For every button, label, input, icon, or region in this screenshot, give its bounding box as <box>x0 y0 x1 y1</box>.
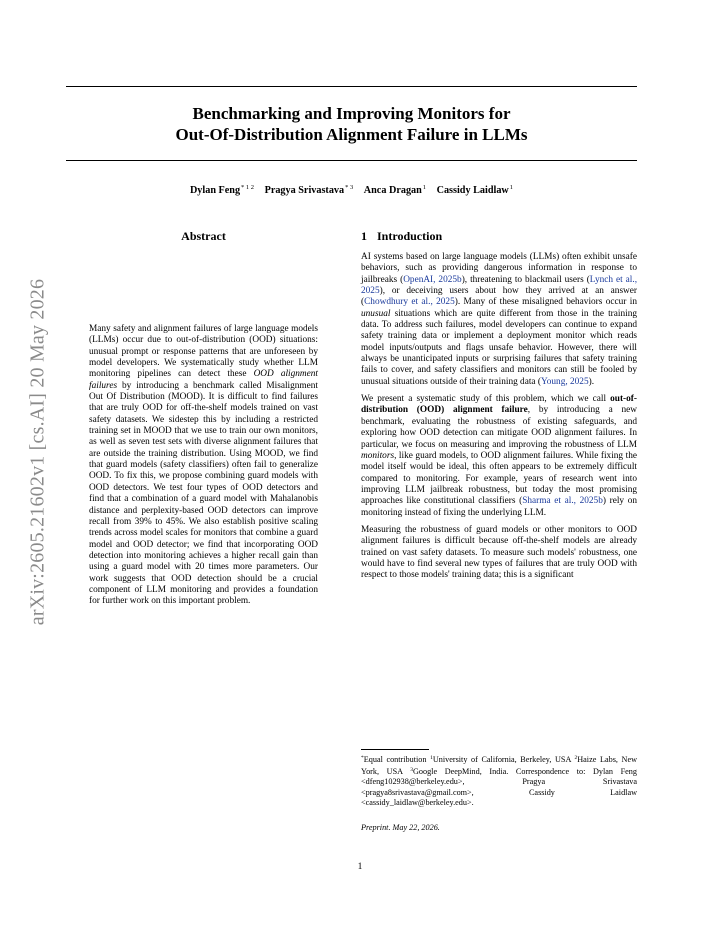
citation-link[interactable]: Young, 2025 <box>540 376 589 387</box>
title-top-rule <box>66 86 637 87</box>
paper-title <box>66 103 637 145</box>
introduction-body <box>361 252 637 588</box>
affiliation-footnote: *Equal contribution $^1$University of California, Berkeley, USA $^2$Haize Labs, New York, USA $^3$Google DeepMind, India. Correspondence to: Dylan Feng <dfeng102938@berkeley.edu>, Pragya Srivastava <pragya8srivastava@gmail.com>, Cassidy Laidlaw <cassidy_laidlaw@berkeley.edu>. <box>361 755 637 807</box>
title-bottom-rule <box>66 160 637 161</box>
author-list <box>66 184 637 196</box>
citation-link[interactable]: Chowdhury et al., 2025 <box>364 297 455 308</box>
intro-paragraph-2: We present a systematic study of this problem, which we call out-of-distribution (OOD) alignment failure, by introducing a new benchmark, evaluating the robustness of existing safeguards, and exploring how OOD detection can mitigate OOD alignment failures. In particular, we focus on measuring and improving the robustness of LLM monitors, like guard models, to OOD alignment failures. While fixing the model itself would be ideal, this often appears to be extremely difficult compared to monitoring. For example, years of research went into improving LLM jailbreak robustness, but today the most promising approaches like constitutional classifiers (Sharma et al., 2025b) rely on monitoring instead of fixing the underlying LLM. <box>361 394 637 518</box>
intro-paragraph-1: AI systems based on large language models (LLMs) often exhibit unsafe behaviors, such as providing dangerous information in response to jailbreaks (OpenAI, 2025b), threatening to blackmail users (Lynch et al., 2025), or deceiving users about how they arrived at an answer (Chowdhury et al., 2025). Many of these misaligned behaviors occur in unusual situations which are quite different from those in the training data. To address such failures, model developers can continue to expand safety training data or implement a deployment monitor which reads model inputs/outputs and flags unsafe behavior. However, there will always be unanticipated inputs or surprising failures that safety training fails to cover, and safety classifiers and monitors can still be fooled by unusual situations outside of their training data (Young, 2025). <box>361 252 638 387</box>
page-number: 1 <box>357 862 363 872</box>
author: Pragya Srivastava$^{* 3}$ <box>264 184 354 196</box>
abstract-body: Many safety and alignment failures of large language models (LLMs) occur due to out-of-distribution (OOD) situations: unusual prompt or response patterns that are unforeseen by model developers. We systematically study whether LLM monitoring pipelines can detect these OOD alignment failures by introducing a benchmark called Misalignment Out Of Distribution (MOOD). It is difficult to find failures that are truly OOD for off-the-shelf models trained on vast safety datasets. We sidestep this by including a restricted training set in MOOD that we use to train our own monitors, as well as seven test sets with diverse alignment failures that are outside the training distribution. Using MOOD, we find that guard models (safety classifiers) often fail to generalize OOD. To fix this, we propose combining guard models with OOD detectors. We test four types of OOD detectors and find that a combination of a guard model with Mahalanobis distance and perplexity-based OOD detectors can improve recall from 39% to 45%. We also establish positive scaling trends across model scales for monitors that combine a guard model and OOD detector; we find that incorporating OOD detection into monitoring achieves a higher recall gain than using a guard model with 20 times more parameters. Our work suggests that OOD detection should be a crucial component of LLM monitoring and provides a foundation for further work on this important problem. <box>89 324 319 607</box>
citation-link[interactable]: Lynch et al., 2025 <box>361 274 638 297</box>
author: Dylan Feng$^{* 1 2}$ <box>189 184 255 196</box>
citation-link[interactable]: OpenAI, 2025b <box>403 274 462 285</box>
author: Cassidy Laidlaw$^1$ <box>436 184 514 196</box>
citation-link[interactable]: Sharma et al., 2025b <box>522 496 603 507</box>
title-line-2: Out-Of-Distribution Alignment Failure in LLMs <box>175 125 528 144</box>
title-line-1: Benchmarking and Improving Monitors for <box>192 104 511 123</box>
footnote-rule <box>361 749 429 750</box>
intro-paragraph-3: Measuring the robustness of guard models or other monitors to OOD alignment failures is difficult because off-the-shelf models are already trained on vast safety datasets. To measure such models' robustness, one would have to find several new types of failures that are truly OOD with respect to those models' training data; this is a significant <box>361 524 637 581</box>
section-heading-introduction: 1 Introduction <box>361 229 443 243</box>
author: Anca Dragan$^1$ <box>363 184 427 196</box>
preprint-note: Preprint. May 22, 2026. <box>361 823 440 832</box>
arxiv-identifier: arXiv:2605.21602v1 [cs.AI] 20 May 2026 <box>26 278 49 626</box>
abstract-heading: Abstract <box>181 229 226 243</box>
